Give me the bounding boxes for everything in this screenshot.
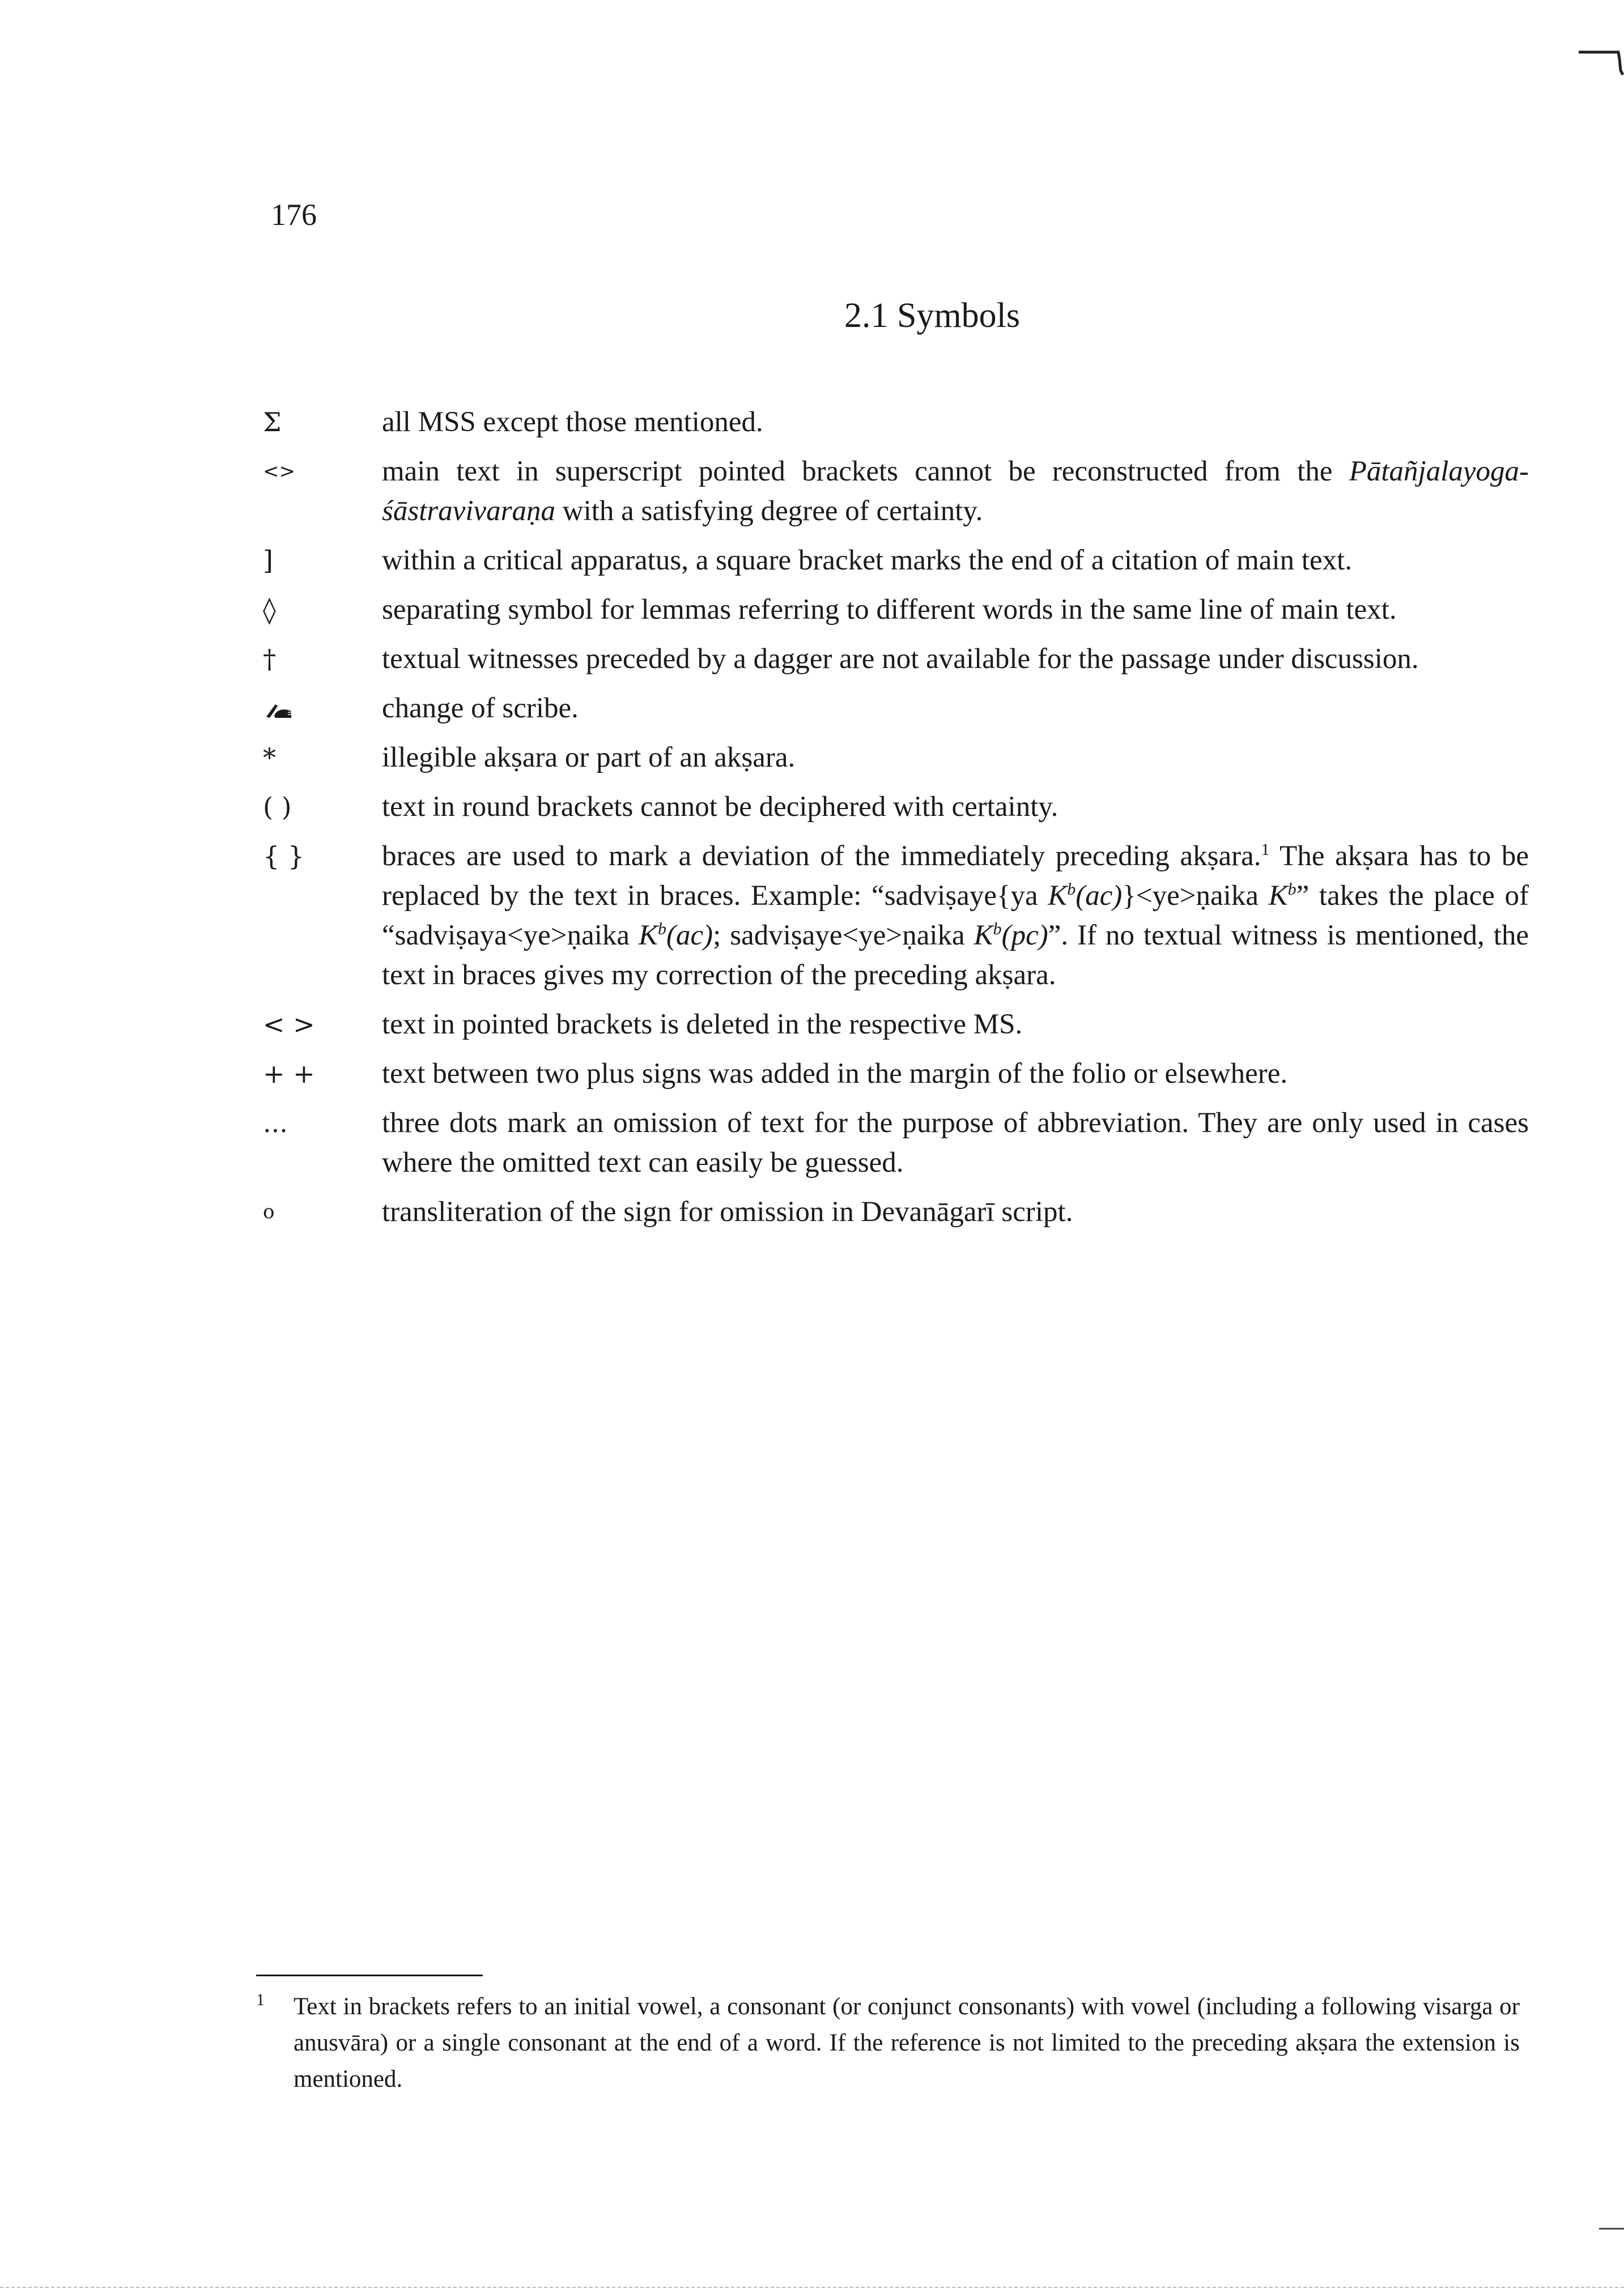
symbol-description: text in pointed brackets is deleted in the respective MS. [382,1009,1023,1040]
symbol-description: text between two plus signs was added in the margin of the folio or elsewhere. [382,1058,1288,1090]
footnote-divider [256,1975,483,1976]
hand-writing-icon [263,701,295,720]
list-item [260,1054,1529,1094]
list-item [260,639,1529,679]
scan-artifact-dash [1599,2228,1624,2230]
symbol-omission-circle: o [263,1201,275,1223]
symbol-description: textual witnesses preceded by a dagger are not available for the passage under discussion. [382,643,1419,675]
section-title: 2.1 Symbols [844,296,1021,335]
symbol-description: braces are used to mark a deviation of the immediately preceding akṣara.$^1$ The akṣara has to be replaced by the text in braces. Example: “sadviṣaye{ya $K^b(ac)\}<ye>ṇaika$ $K^b$” takes the place of “sadviṣaya<ye>ṇaika $K^b(ac)$; sadviṣaye<ye>ṇaika $K^b(pc)$”. If no textual witness is mentioned, the text in braces gives my correction of the preceding akṣara. [382,840,1529,991]
symbols-list [260,402,1529,1241]
symbol-description: text in round brackets cannot be deciphered with certainty. [382,791,1058,823]
symbol-sigma: Σ [263,407,282,437]
symbol-pointed-brackets: < > [263,1009,315,1040]
scan-artifact-corner [1579,48,1624,82]
list-item [260,590,1529,629]
list-item [260,1005,1529,1044]
list-item [260,452,1529,531]
symbol-asterisk: * [263,742,276,773]
list-item [260,541,1529,580]
symbol-description: illegible akṣara or part of an akṣara. [382,742,796,773]
list-item [260,402,1529,442]
symbol-plus-signs: + + [263,1058,315,1089]
footnote-mark: 1 [256,1990,265,2009]
list-item [260,1103,1529,1182]
symbol-description: change of scribe. [382,692,579,724]
symbol-dagger: † [263,644,276,674]
symbol-description: transliteration of the sign for omission in Devanāgarī script. [382,1196,1073,1228]
symbol-square-bracket: ] [263,545,273,576]
symbol-description: all MSS except those mentioned. [382,406,763,438]
scan-artifact-bottom-edge [0,2287,1624,2288]
symbol-lozenge: ◊ [263,594,276,625]
title-italic: Pātañjalayogaśāstravivaraṇa [382,456,1529,527]
list-item [260,738,1529,777]
symbol-superscript-pointed-brackets: <> [263,460,295,483]
symbol-description: three dots mark an omission of text for the purpose of abbreviation. They are only used in cases where the omitted text can easily be guessed. [382,1107,1529,1179]
list-item [260,1192,1529,1232]
list-item [260,836,1529,995]
symbol-scribe [260,688,382,728]
list-item [260,787,1529,827]
footnote [256,1989,1520,2098]
symbol-description: main text in superscript pointed brackets cannot be reconstructed from the Pātañjalayogaśāstravivaraṇa with a satisfying degree of certainty. [382,456,1529,527]
footnote-reference: 1 [1261,840,1270,859]
list-item [260,688,1529,728]
symbol-description: within a critical apparatus, a square bracket marks the end of a citation of main text. [382,544,1353,576]
symbol-round-brackets: ( ) [263,792,292,822]
symbol-ellipsis: ... [263,1108,288,1138]
page-number: 176 [271,198,317,232]
footnote-text: Text in brackets refers to an initial vowel, a consonant (or conjunct consonants) with vowel (including a following visarga or anusvāra) or a single consonant at the end of a word. If the reference is not limited to the preceding akṣara the extension is mentioned. [294,1993,1520,2092]
symbol-braces: { } [263,841,305,871]
symbol-description: separating symbol for lemmas referring to different words in the same line of main text. [382,594,1397,626]
